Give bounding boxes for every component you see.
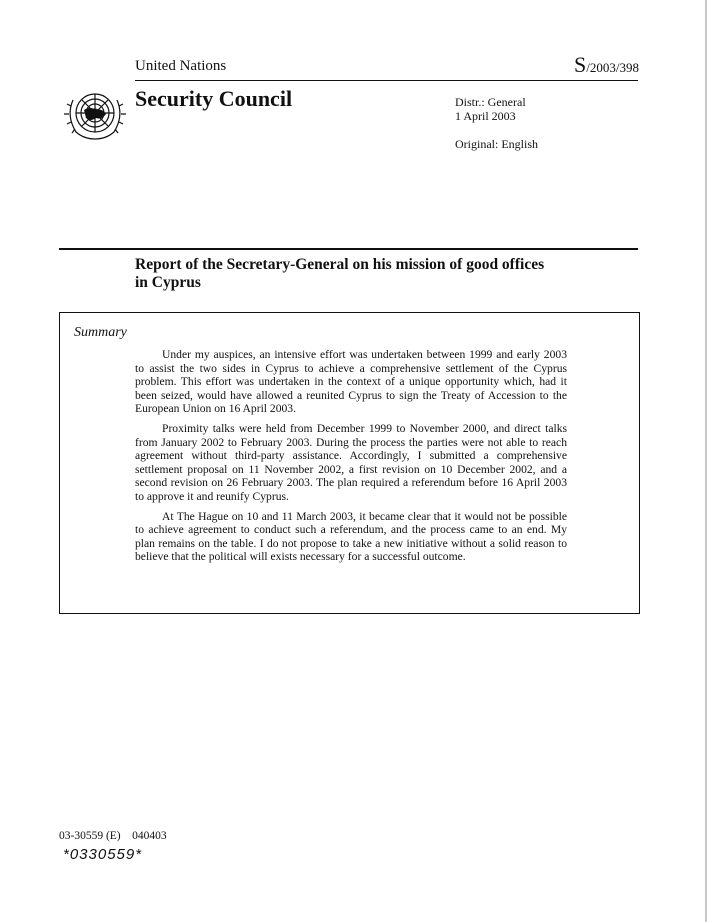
council-name: Security Council (135, 86, 293, 111)
summary-body (135, 348, 567, 570)
summary-label: Summary (74, 325, 127, 340)
original-language: Original: English (455, 137, 538, 151)
barcode-text: *0330559* (63, 846, 143, 863)
symbol-suffix: /2003/398 (586, 60, 639, 75)
job-number: 03-30559 (E) 040403 (59, 830, 167, 842)
summary-paragraph: Proximity talks were held from December 1999 to November 2000, and direct talks from January 2002 to February 2003. During the process the parties were not able to reach agreement without third-party assistance. Accordingly, I submitted a comprehensive settlement proposal on 11 November 2002, a first revision on 10 December 2002, and a second revision on 26 February 2003. The plan required a referendum before 16 April 2003 to approve it and reunify Cyprus. (135, 421, 567, 503)
title-rule (59, 248, 638, 250)
un-emblem-icon (62, 86, 128, 142)
issue-date: 1 April 2003 (455, 109, 516, 123)
header-rule (135, 80, 638, 81)
distribution: Distr.: General (455, 95, 526, 109)
report-title: Report of the Secretary-General on his mission of good offices in Cyprus (135, 256, 545, 291)
distribution-info (455, 95, 526, 123)
summary-paragraph: Under my auspices, an intensive effort was undertaken between 1999 and early 2003 to assist the two sides in Cyprus to achieve a comprehensive settlement of the Cyprus problem. This effort was undertaken in the context of a unique opportunity which, had it been seized, would have allowed a reunited Cyprus to sign the Treaty of Accession to the European Union on 16 April 2003. (135, 348, 567, 416)
document-symbol (574, 52, 639, 78)
symbol-prefix: S (574, 52, 587, 77)
organization-name: United Nations (135, 58, 227, 74)
summary-paragraph: At The Hague on 10 and 11 March 2003, it became clear that it would not be possible to achieve agreement to conduct such a referendum, and the process came to an end. My plan remains on the table. I do not propose to take a new initiative without a solid reason to believe that the political will exists necessary for a successful outcome. (135, 509, 567, 564)
